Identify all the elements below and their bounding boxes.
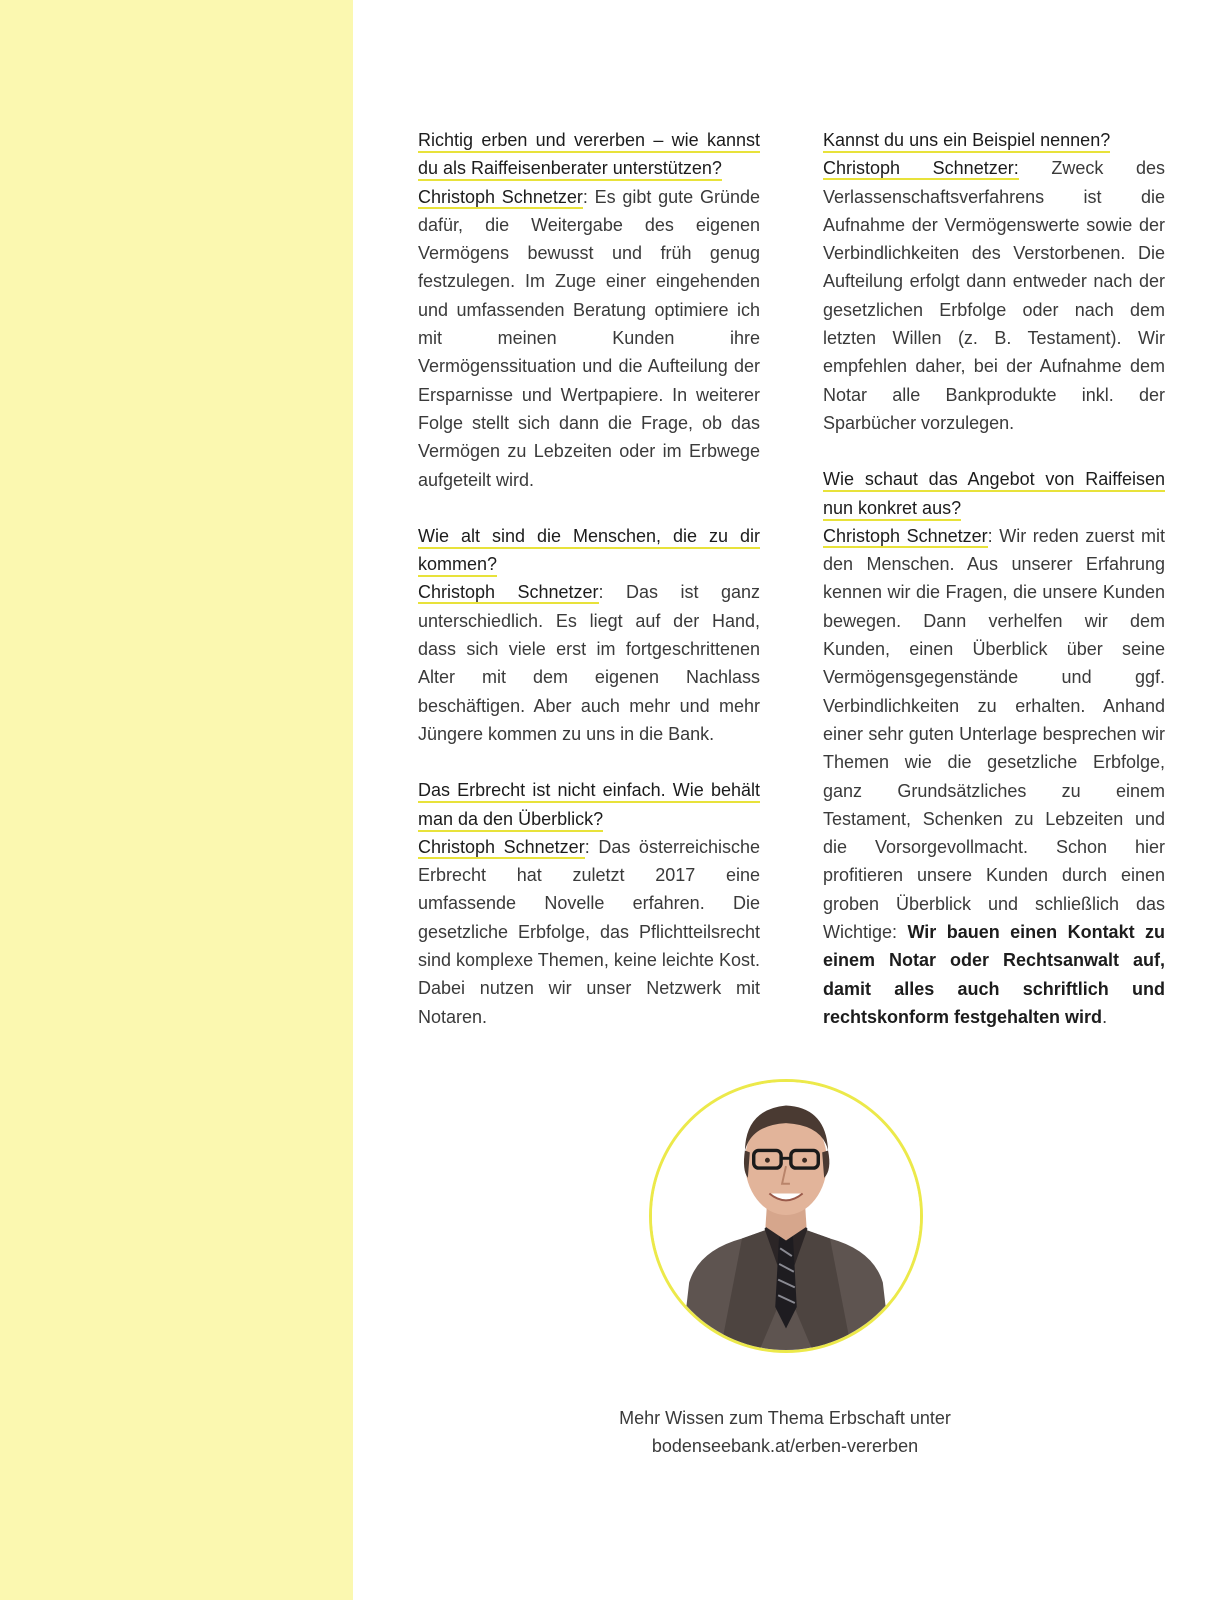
question-heading: Wie alt sind die Menschen, die zu dir kommen? — [418, 522, 760, 579]
qa-block-2 — [418, 522, 760, 748]
footer-link[interactable]: bodenseebank.at/erben-vererben — [651, 1436, 919, 1456]
qa-block-5 — [823, 465, 1165, 1031]
qa-block-3 — [418, 776, 760, 1031]
left-column — [418, 126, 760, 1059]
person-portrait-icon — [652, 1082, 920, 1350]
qa-block-4 — [823, 126, 1165, 437]
portrait-photo — [649, 1079, 923, 1353]
question-heading: Richtig erben und vererben – wie kannst du als Raiffeisenberater unterstützen? — [418, 126, 760, 183]
speaker-name: Christoph Schnetzer — [418, 836, 585, 857]
answer-emphasis: Wir bauen einen Kontakt zu einem Notar oder Rechtsanwalt auf, damit alles auch schriftlich und rechtskonform festgehalten wird — [823, 922, 1165, 1027]
speaker-name: Christoph Schnetzer — [418, 582, 599, 603]
qa-block-1 — [418, 126, 760, 494]
question-heading: Kannst du uns ein Beispiel nennen? — [823, 126, 1165, 154]
answer-text: Christoph Schnetzer: Das österreichische Erbrecht hat zuletzt 2017 eine umfassende Novelle erfahren. Die gesetzliche Erbfolge, das Pflichtteilsrecht sind komplexe Themen, keine leichte Kost. Dabei nutzen wir unser Netzwerk mit Notaren. — [418, 836, 760, 1027]
speaker-name: Christoph Schnetzer — [418, 186, 583, 207]
answer-text: Christoph Schnetzer: Wir reden zuerst mit den Menschen. Aus unserer Erfahrung kennen wir die Fragen, die unsere Kunden bewegen. Dann verhelfen wir dem Kunden, einen Überblick über seine Vermögensgegenstände und ggf. Verbindlichkeiten zu erhalten. Anhand einer sehr guten Unterlage besprechen wir Themen wie die gesetzliche Erbfolge, ganz Grundsätzliches zu einem Testament, Schenken zu Lebzeiten und die Vorsorgevollmacht. Schon hier profitieren unsere Kunden durch einen groben Überblick und schließlich das Wichtige: Wir bauen einen Kontakt zu einem Notar oder Rechtsanwalt auf, damit alles auch schriftlich und rechtskonform festgehalten wird. — [823, 525, 1165, 1027]
speaker-name: Christoph Schnetzer: — [823, 158, 1019, 179]
footer-note — [560, 1404, 1010, 1460]
answer-text: Christoph Schnetzer: Das ist ganz unterschiedlich. Es liegt auf der Hand, dass sich viele erst im fortgeschrittenen Alter mit dem eigenen Nachlass beschäftigen. Aber auch mehr und mehr Jüngere kommen zu uns in die Bank. — [418, 582, 760, 744]
question-heading: Das Erbrecht ist nicht einfach. Wie behält man da den Überblick? — [418, 776, 760, 833]
answer-text: Christoph Schnetzer: Es gibt gute Gründe dafür, die Weitergabe des eigenen Vermögens bewusst und früh genug festzulegen. Im Zuge einer eingehenden und umfassenden Beratung optimiere ich mit meinen Kunden ihre Vermögenssituation und die Aufteilung der Ersparnisse und Wertpapiere. In weiterer Folge stellt sich dann die Frage, ob das Vermögen zu Lebzeiten oder im Erbwege aufgeteilt wird. — [418, 186, 760, 490]
yellow-sidebar — [0, 0, 353, 1600]
right-column — [823, 126, 1165, 1059]
question-heading: Wie schaut das Angebot von Raiffeisen nun konkret aus? — [823, 465, 1165, 522]
speaker-name: Christoph Schnetzer — [823, 525, 988, 546]
footer-line-1: Mehr Wissen zum Thema Erbschaft unter — [619, 1408, 951, 1428]
answer-text: Christoph Schnetzer: Zweck des Verlassenschaftsverfahrens ist die Aufnahme der Vermögenswerte sowie der Verbindlichkeiten des Verstorbenen. Die Aufteilung erfolgt dann entweder nach der gesetzlichen Erbfolge oder nach dem letzten Willen (z. B. Testament). Wir empfehlen daher, bei der Aufnahme dem Notar alle Bankprodukte inkl. der Sparbücher vorzulegen. — [823, 158, 1165, 433]
